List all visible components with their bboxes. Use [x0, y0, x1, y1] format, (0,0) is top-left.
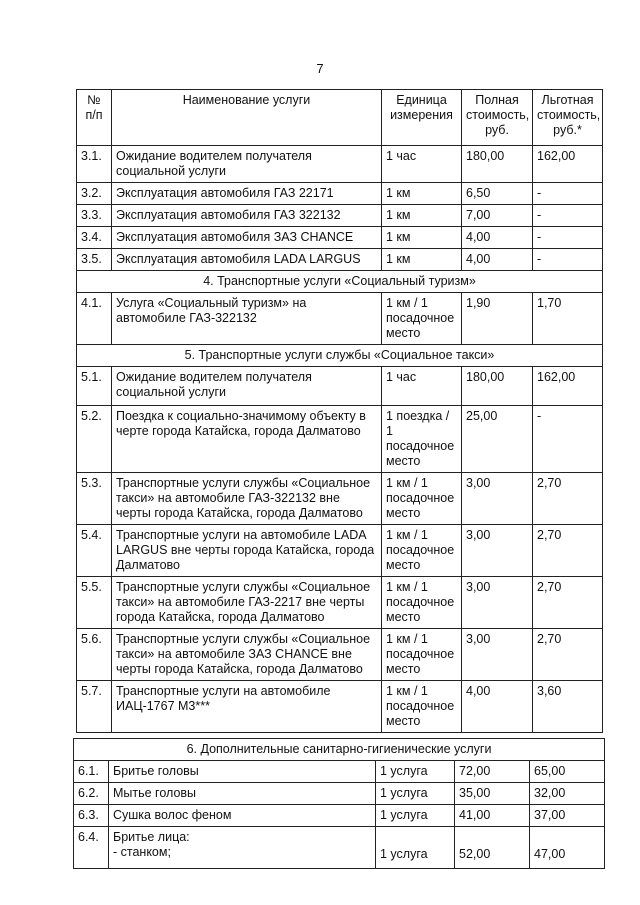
unit-cell: 1 км / 1 посадочное место [382, 629, 462, 681]
service-name: Эксплуатация автомобиля ЗАЗ CHANCE [112, 227, 382, 249]
full-price: 72,00 [455, 761, 530, 783]
discount-price: - [533, 249, 603, 271]
service-name: Услуга «Социальный туризм» на автомобиле ГАЗ-322132 [112, 293, 382, 345]
discount-price: 2,70 [533, 577, 603, 629]
table-row [77, 249, 603, 271]
service-name: Транспортные услуги на автомобиле LADA LARGUS вне черты города Катайска, города Далматово [112, 525, 382, 577]
discount-price: 2,70 [533, 525, 603, 577]
service-name: Транспортные услуги службы «Социальное такси» на автомобиле ЗАЗ CHANCE вне черты города Катайска, города Далматово [112, 629, 382, 681]
service-name: Мытье головы [109, 783, 376, 805]
unit-cell: 1 поездка / 1 посадочное место [382, 406, 462, 473]
unit-cell: 1 услуга [376, 761, 455, 783]
section-heading: 6. Дополнительные санитарно-гигиенические услуги [74, 739, 605, 761]
table-row [74, 827, 605, 869]
row-number: 3.1. [77, 146, 112, 183]
table-row [77, 681, 603, 733]
service-name: Бритье головы [109, 761, 376, 783]
discount-price: 47,00 [530, 827, 605, 869]
section-heading-row [77, 345, 603, 367]
full-price: 4,00 [462, 681, 533, 733]
table-row [77, 525, 603, 577]
full-price: 3,00 [462, 629, 533, 681]
table-row [77, 367, 603, 406]
unit-cell: 1 км / 1 посадочное место [382, 525, 462, 577]
header-unit: Единица измерения [382, 90, 462, 146]
row-number: 6.3. [74, 805, 109, 827]
service-name [109, 827, 376, 869]
full-price: 4,00 [462, 227, 533, 249]
unit-cell: 1 км [382, 183, 462, 205]
service-name: Ожидание водителем получателя социальной услуги [112, 367, 382, 406]
discount-price: 162,00 [533, 146, 603, 183]
row-number: 3.2. [77, 183, 112, 205]
unit-cell: 1 км / 1 посадочное место [382, 293, 462, 345]
table-row [74, 805, 605, 827]
discount-price: - [533, 205, 603, 227]
discount-price: 3,60 [533, 681, 603, 733]
service-name: Сушка волос феном [109, 805, 376, 827]
row-number: 5.3. [77, 473, 112, 525]
section-heading-row [77, 271, 603, 293]
unit-cell: 1 км / 1 посадочное место [382, 681, 462, 733]
full-price: 7,00 [462, 205, 533, 227]
header-discount-price: Льготная стоимость, руб.* [533, 90, 603, 146]
discount-price: 162,00 [533, 367, 603, 406]
full-price: 35,00 [455, 783, 530, 805]
unit-cell: 1 час [382, 367, 462, 406]
sanitary-services-table [73, 738, 605, 869]
discount-price: 37,00 [530, 805, 605, 827]
full-price: 3,00 [462, 473, 533, 525]
row-number: 5.7. [77, 681, 112, 733]
table-row [77, 473, 603, 525]
header-num: № п/п [77, 90, 112, 146]
row-number: 5.4. [77, 525, 112, 577]
service-name: Транспортные услуги службы «Социальное такси» на автомобиле ГАЗ-2217 вне черты города Катайска, города Далматово [112, 577, 382, 629]
unit-cell: 1 км / 1 посадочное место [382, 473, 462, 525]
table-row [77, 227, 603, 249]
full-price: 52,00 [455, 827, 530, 869]
discount-price: 32,00 [530, 783, 605, 805]
row-number: 3.4. [77, 227, 112, 249]
unit-cell: 1 услуга [376, 783, 455, 805]
table-row [77, 146, 603, 183]
full-price: 41,00 [455, 805, 530, 827]
service-name-main: Бритье лица: [113, 830, 190, 844]
table-row [77, 629, 603, 681]
header-name: Наименование услуги [112, 90, 382, 146]
row-number: 6.1. [74, 761, 109, 783]
tariff-table [76, 89, 603, 733]
header-full-price: Полная стоимость, руб. [462, 90, 533, 146]
row-number: 5.6. [77, 629, 112, 681]
unit-cell: 1 услуга [376, 827, 455, 869]
unit-cell: 1 км / 1 посадочное место [382, 577, 462, 629]
discount-price: - [533, 227, 603, 249]
table-row [74, 783, 605, 805]
table-row [77, 293, 603, 345]
section-heading: 5. Транспортные услуги службы «Социальное такси» [77, 345, 603, 367]
row-number: 6.2. [74, 783, 109, 805]
unit-cell: 1 км [382, 205, 462, 227]
table-row [77, 406, 603, 473]
table-row [77, 577, 603, 629]
page-number: 7 [316, 61, 324, 76]
service-name: Ожидание водителем получателя социальной услуги [112, 146, 382, 183]
service-name: Эксплуатация автомобиля ГАЗ 322132 [112, 205, 382, 227]
unit-cell: 1 км [382, 249, 462, 271]
full-price: 25,00 [462, 406, 533, 473]
discount-price: 2,70 [533, 629, 603, 681]
full-price: 180,00 [462, 146, 533, 183]
unit-cell: 1 час [382, 146, 462, 183]
service-name: Транспортные услуги службы «Социальное такси» на автомобиле ГАЗ-322132 вне черты города Катайска, города Далматово [112, 473, 382, 525]
service-name: Поездка к социально-значимому объекту в черте города Катайска, города Далматово [112, 406, 382, 473]
row-number: 5.1. [77, 367, 112, 406]
service-name: Эксплуатация автомобиля LADA LARGUS [112, 249, 382, 271]
service-name-sub: - станком; [113, 845, 171, 859]
row-number: 4.1. [77, 293, 112, 345]
full-price: 3,00 [462, 525, 533, 577]
table-header-row [77, 90, 603, 146]
full-price: 180,00 [462, 367, 533, 406]
full-price: 4,00 [462, 249, 533, 271]
full-price: 3,00 [462, 577, 533, 629]
row-number: 5.5. [77, 577, 112, 629]
row-number: 3.5. [77, 249, 112, 271]
row-number: 3.3. [77, 205, 112, 227]
full-price: 1,90 [462, 293, 533, 345]
table-row [77, 205, 603, 227]
unit-cell: 1 км [382, 227, 462, 249]
full-price: 6,50 [462, 183, 533, 205]
discount-price: - [533, 406, 603, 473]
unit-cell: 1 услуга [376, 805, 455, 827]
service-name: Транспортные услуги на автомобиле ИАЦ-1767 М3*** [112, 681, 382, 733]
discount-price: 2,70 [533, 473, 603, 525]
row-number: 5.2. [77, 406, 112, 473]
discount-price: 1,70 [533, 293, 603, 345]
service-name: Эксплуатация автомобиля ГАЗ 22171 [112, 183, 382, 205]
section-heading: 4. Транспортные услуги «Социальный туризм» [77, 271, 603, 293]
table-row [77, 183, 603, 205]
row-number: 6.4. [74, 827, 109, 869]
discount-price: - [533, 183, 603, 205]
section-heading-row [74, 739, 605, 761]
discount-price: 65,00 [530, 761, 605, 783]
table-row [74, 761, 605, 783]
